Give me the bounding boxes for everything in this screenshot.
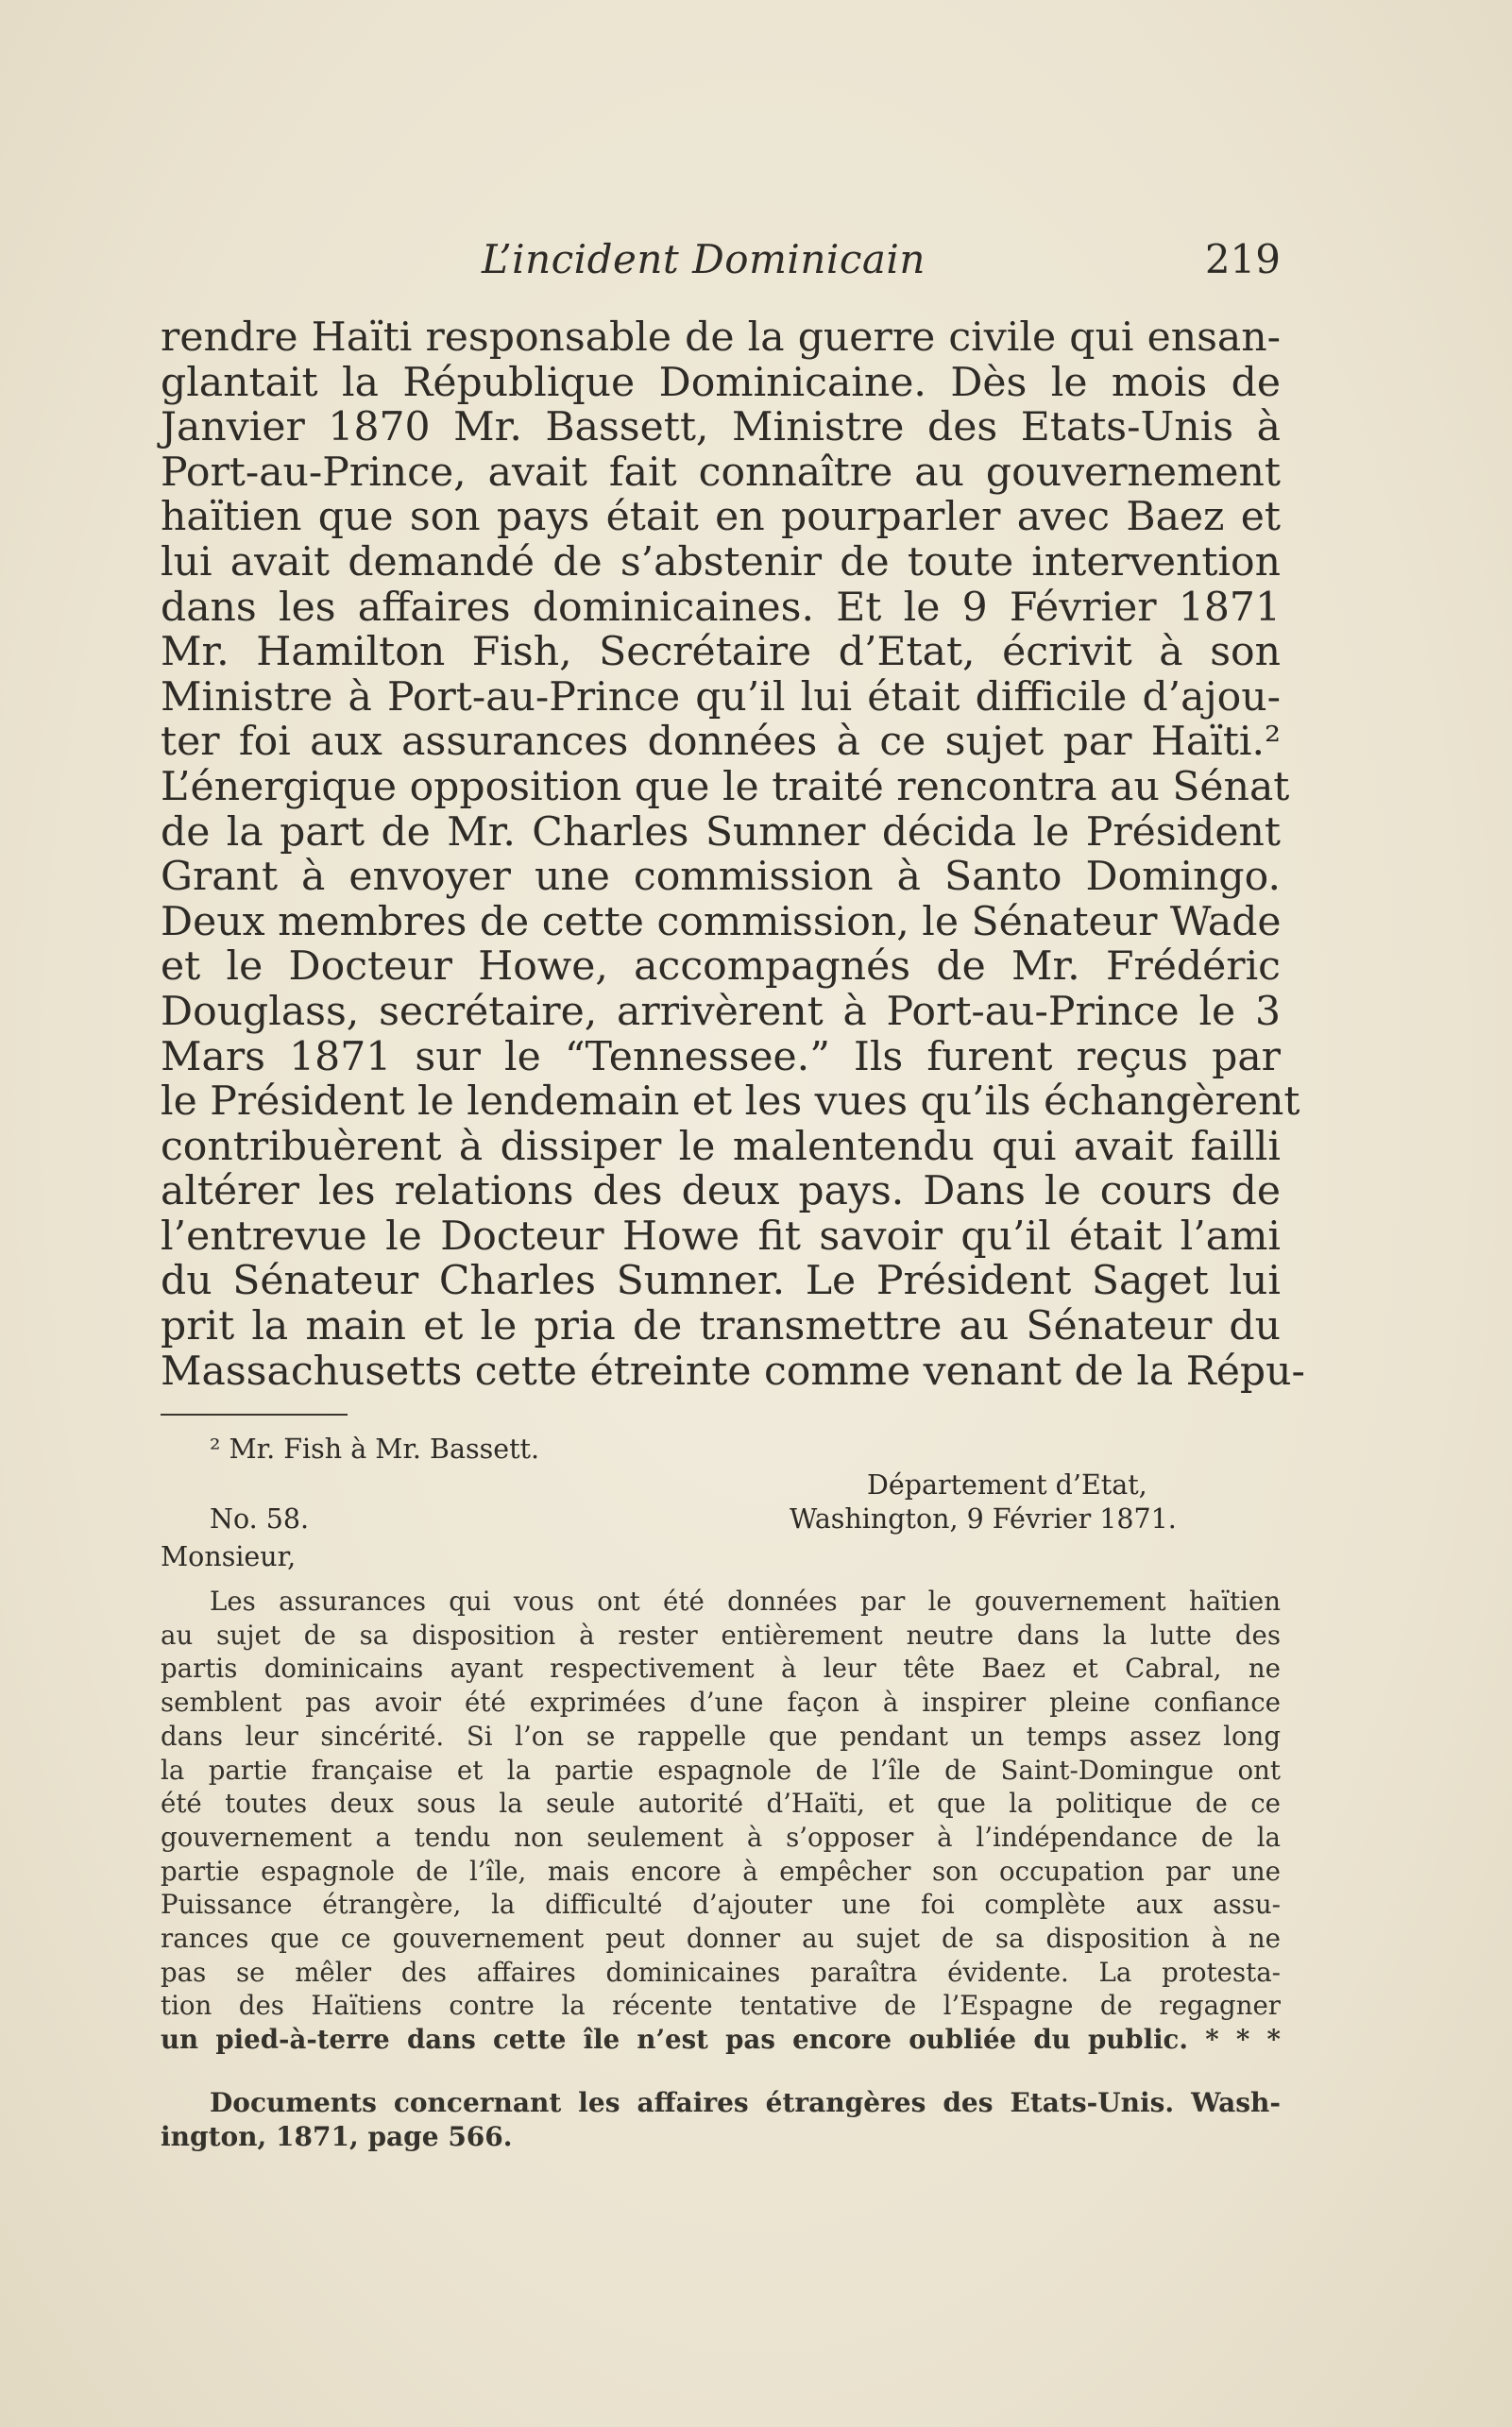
letter-line: pas se mêler des affaires dominicaines paraîtra évidente. La protesta- — [161, 1956, 1281, 1988]
body-line: Massachusetts cette étreinte comme venant de la Répu- — [161, 1348, 1305, 1395]
letter-line: tion des Haïtiens contre la récente tentative de l’Espagne de regagner — [161, 1990, 1281, 2022]
letter-line: rances que ce gouvernement peut donner au sujet de sa disposition à ne — [161, 1923, 1281, 1955]
letter-line: dans leur sincérité. Si l’on se rappelle que pendant un temps assez long — [161, 1720, 1281, 1752]
body-line: du Sénateur Charles Sumner. Le Président Saget lui — [161, 1258, 1281, 1305]
body-line: glantait la République Dominicaine. Dès le mois de — [161, 359, 1281, 406]
source-line: ington, 1871, page 566. — [161, 2121, 513, 2152]
footnote-letter — [161, 1585, 1281, 2057]
body-line: contribuèrent à dissiper le malentendu qui avait failli — [161, 1123, 1281, 1170]
body-line: Janvier 1870 Mr. Bassett, Ministre des Etats-Unis à — [161, 404, 1281, 451]
page-number: 219 — [1204, 236, 1281, 282]
footnote-salutation: Monsieur, — [161, 1541, 297, 1572]
footnote-department: Département d’Etat, — [867, 1469, 1147, 1501]
letter-line: semblent pas avoir été exprimées d’une façon à inspirer pleine confiance — [161, 1687, 1281, 1719]
body-line: dans les affaires dominicaines. Et le 9 Février 1871 — [161, 584, 1281, 631]
letter-line: un pied-à-terre dans cette île n’est pas encore oubliée du public. * * * — [161, 2024, 1281, 2056]
body-line: le Président le lendemain et les vues qu’ils échangèrent — [161, 1078, 1300, 1126]
body-line: Ministre à Port-au-Prince qu’il lui était difficile d’ajou- — [161, 673, 1281, 721]
body-line: et le Docteur Howe, accompagnés de Mr. Frédéric — [161, 943, 1281, 991]
letter-line: partis dominicains ayant respectivement à leur tête Baez et Cabral, ne — [161, 1653, 1281, 1685]
body-line: ter foi aux assurances données à ce sujet par Haïti.² — [161, 719, 1281, 766]
letter-line: Les assurances qui vous ont été données par le gouvernement haïtien — [210, 1586, 1281, 1617]
source-line: Documents concernant les affaires étrangères des Etats-Unis. Wash- — [210, 2087, 1281, 2118]
body-line: lui avait demandé de s’abstenir de toute intervention — [161, 538, 1281, 586]
body-line: haïtien que son pays était en pourparler avec Baez et — [161, 494, 1281, 541]
body-line: Mr. Hamilton Fish, Secrétaire d’Etat, écrivit à son — [161, 629, 1281, 676]
body-line: altérer les relations des deux pays. Dans le cours de — [161, 1168, 1281, 1215]
letter-line: été toutes deux sous la seule autorité d’Haïti, et que la politique de ce — [161, 1788, 1281, 1820]
footnote-number: No. 58. — [210, 1503, 310, 1535]
main-paragraph — [161, 314, 1305, 1395]
body-line: l’entrevue le Docteur Howe fit savoir qu’il était l’ami — [161, 1213, 1281, 1260]
body-line: Douglass, secrétaire, arrivèrent à Port-au-Prince le 3 — [161, 988, 1281, 1035]
letter-line: la partie française et la partie espagnole de l’île de Saint-Domingue ont — [161, 1754, 1281, 1786]
page-header — [161, 236, 1281, 293]
body-line: rendre Haïti responsable de la guerre civile qui ensan- — [161, 314, 1281, 361]
body-line: Port-au-Prince, avait fait connaître au gouvernement — [161, 449, 1281, 496]
footnote-source — [161, 2086, 1281, 2154]
body-line: prit la main et le pria de transmettre au Sénateur du — [161, 1303, 1281, 1350]
body-line: Deux membres de cette commission, le Sénateur Wade — [161, 898, 1282, 945]
letter-line: gouvernement a tendu non seulement à s’opposer à l’indépendance de la — [161, 1821, 1281, 1853]
letter-line: Puissance étrangère, la difficulté d’ajouter une foi complète aux assu- — [161, 1889, 1281, 1921]
body-line: de la part de Mr. Charles Sumner décida le Président — [161, 808, 1281, 856]
footnote-place-date: Washington, 9 Février 1871. — [790, 1503, 1177, 1535]
body-line: Grant à envoyer une commission à Santo Domingo. — [161, 854, 1281, 901]
footnote-divider — [161, 1414, 348, 1416]
letter-line: au sujet de sa disposition à rester entièrement neutre dans la lutte des — [161, 1619, 1281, 1651]
running-title: L’incident Dominicain — [482, 236, 926, 282]
body-line: L’énergique opposition que le traité rencontra au Sénat — [161, 763, 1290, 810]
footnote-marker-line: ² Mr. Fish à Mr. Bassett. — [210, 1434, 540, 1465]
letter-line: partie espagnole de l’île, mais encore à empêcher son occupation par une — [161, 1855, 1281, 1887]
body-line: Mars 1871 sur le “Tennessee.” Ils furent reçus par — [161, 1033, 1281, 1080]
